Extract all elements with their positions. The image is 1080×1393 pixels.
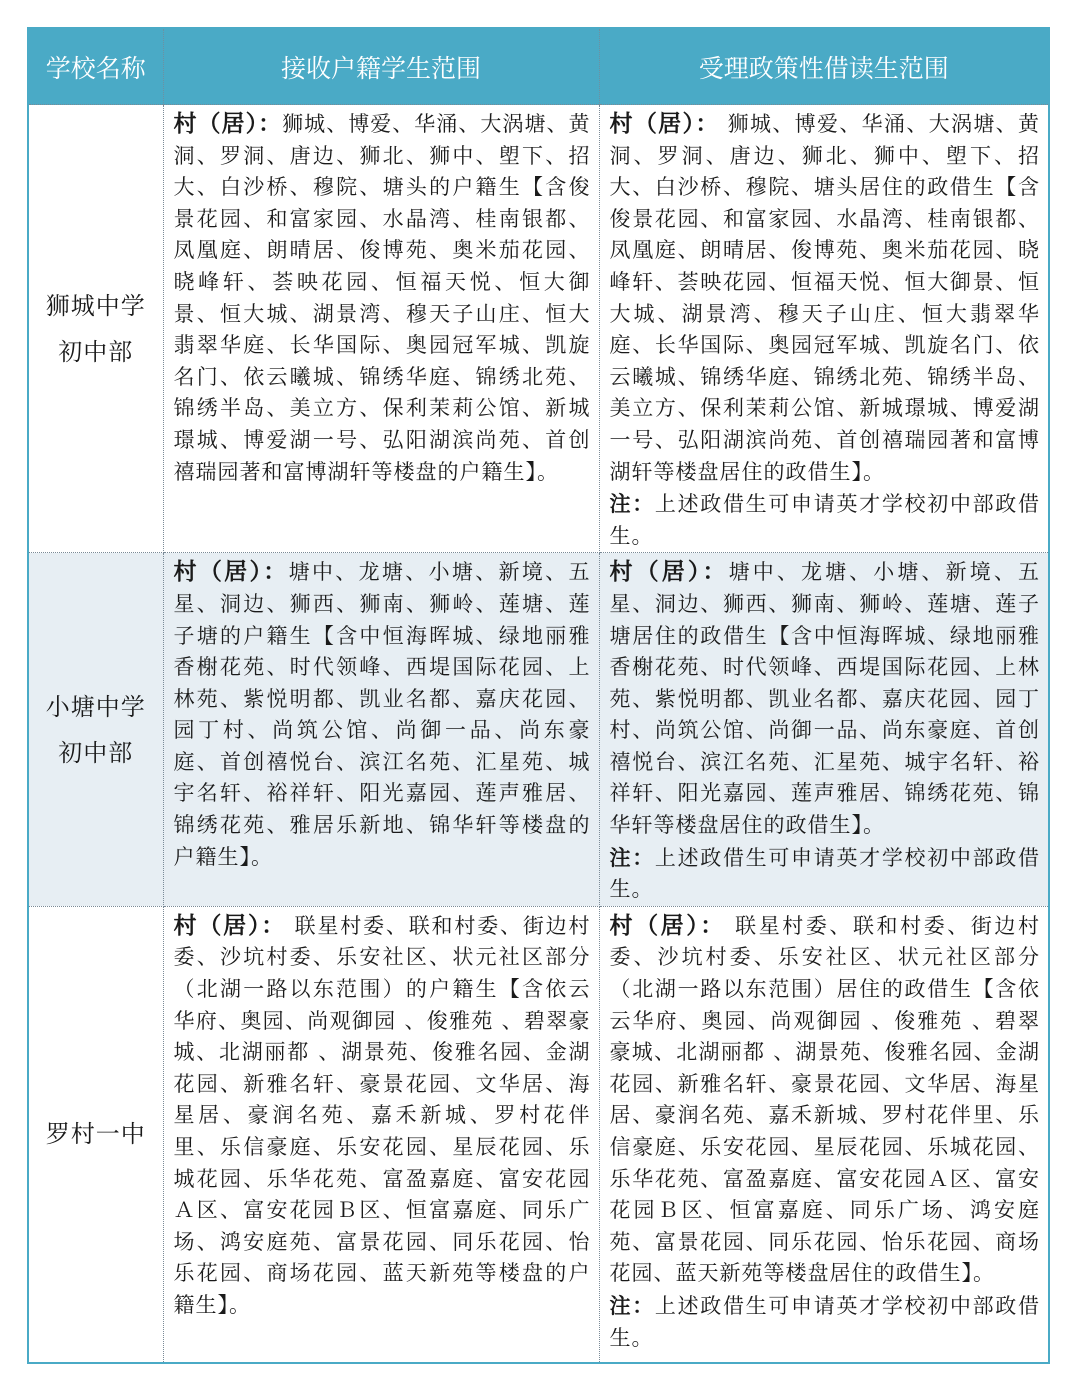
table-row	[28, 105, 1049, 553]
note	[610, 842, 1041, 906]
policy-scope-cell	[599, 906, 1049, 1363]
header-school: 学校名称	[28, 28, 163, 105]
note-label: 注：	[609, 491, 655, 517]
school-enrollment-table	[27, 27, 1050, 1364]
policy-scope-text: 塘中、龙塘、小塘、新境、五星、洞边、狮西、狮南、狮岭、莲塘、莲子塘居住的政借生【含中恒海晖城、绿地丽雅香榭花苑、时代领峰、西堤国际花园、上林苑、紫悦明都、凯业名都、嘉庆花园、园丁村、尚筑公馆、尚御一品、尚东豪庭、首创禧悦台、滨江名苑、汇星苑、城宇名轩、裕祥轩、阳光嘉园、莲声雅居、锦绣花苑、锦华轩等楼盘居住的政借生】。	[609, 560, 1041, 838]
household-scope-cell	[163, 105, 599, 553]
school-name-cell	[28, 105, 163, 553]
note-label: 注：	[609, 844, 655, 870]
school-name-line: 狮城中学	[45, 291, 146, 320]
school-name-cell	[28, 553, 163, 907]
household-scope-cell	[163, 906, 599, 1363]
village-label: 村（居）：	[173, 558, 289, 586]
note	[610, 1290, 1041, 1354]
note-label: 注：	[609, 1292, 655, 1318]
village-label: 村（居）：	[173, 911, 287, 939]
policy-scope-text: 联星村委、联和村委、街边村委、沙坑村委、乐安社区、状元社区部分（北湖一路以东范围）居住的政借生【含依云华府、奥园、尚观御园 、俊雅苑 、碧翠豪城、北湖丽都 、湖景苑、俊雅名园、金湖花园、新雅名轩、豪景花园、文华居、海星居、豪润名苑、嘉禾新城、罗村花伴里、乐信豪庭、乐安花园、星辰花园、乐城花园、乐华花苑、富盈嘉庭、富安花园Ａ区、富安花园Ｂ区、恒富嘉庭、同乐广场、鸿安庭苑、富景花园、同乐花园、怡乐花园、商场花园、蓝天新苑等楼盘居住的政借生】。	[609, 913, 1040, 1286]
header-policy-scope: 受理政策性借读生范围	[599, 28, 1049, 105]
household-scope-text: 塘中、龙塘、小塘、新境、五星、洞边、狮西、狮南、狮岭、莲塘、莲子塘的户籍生【含中恒海晖城、绿地丽雅香榭花苑、时代领峰、西堤国际花园、上林苑、紫悦明都、凯业名都、嘉庆花园、园丁村、尚筑公馆、尚御一品、尚东豪庭、首创禧悦台、滨江名苑、汇星苑、城宇名轩、裕祥轩、阳光嘉园、莲声雅居、锦绣花苑、雅居乐新地、锦华轩等楼盘的户籍生】。	[173, 560, 591, 869]
village-label: 村（居）：	[609, 110, 720, 137]
village-label: 村（居）：	[173, 110, 283, 137]
header-row	[28, 28, 1049, 105]
note-text: 上述政借生可申请英才学校初中部政借生。	[609, 845, 1041, 902]
header-household-scope: 接收户籍学生范围	[163, 28, 599, 105]
village-label: 村（居）：	[609, 911, 726, 939]
policy-scope-text: 狮城、博爱、华涌、大涡塘、黄洞、罗洞、唐边、狮北、狮中、塱下、招大、白沙桥、穆院、塘头居住的政借生【含俊景花园、和富家园、水晶湾、桂南银都、凤凰庭、朗晴居、俊博苑、奥米茄花园、晓峰轩、荟映花园、恒福天悦、恒大御景、恒大城、湖景湾、穆天子山庄、恒大翡翠华庭、长华国际、奥园冠军城、凯旋名门、依云曦城、锦绣华庭、锦绣北苑、锦绣半岛、美立方、保利茉莉公馆、新城璟城、博爱湖一号、弘阳湖滨尚苑、首创禧瑞园著和富博湖轩等楼盘居住的政借生】。	[609, 112, 1040, 484]
policy-scope-cell	[599, 105, 1049, 553]
school-name-line: 初中部	[58, 738, 134, 767]
note-text: 上述政借生可申请英才学校初中部政借生。	[609, 1293, 1041, 1350]
village-label: 村（居）：	[609, 558, 729, 586]
household-scope-text: 联星村委、联和村委、街边村委、沙坑村委、乐安社区、状元社区部分（北湖一路以东范围）的户籍生【含依云华府、奥园、尚观御园 、俊雅苑 、碧翠豪城、北湖丽都 、湖景苑、俊雅名园、金湖花园、新雅名轩、豪景花园、文华居、海星居、豪润名苑、嘉禾新城、罗村花伴里、乐信豪庭、乐安花园、星辰花园、乐城花园、乐华花苑、富盈嘉庭、富安花园Ａ区、富安花园Ｂ区、恒富嘉庭、同乐广场、鸿安庭苑、富景花园、同乐花园、怡乐花园、商场花园、蓝天新苑等楼盘的户籍生】。	[173, 913, 591, 1317]
school-name-line: 小塘中学	[45, 692, 146, 721]
school-name-cell	[28, 906, 163, 1363]
note	[610, 488, 1041, 552]
table-row	[28, 553, 1049, 907]
note-text: 上述政借生可申请英才学校初中部政借生。	[609, 492, 1041, 548]
school-name-line: 初中部	[58, 337, 134, 366]
household-scope-cell	[163, 553, 599, 907]
school-name-line: 罗村一中	[45, 1120, 146, 1149]
table-row	[28, 906, 1049, 1363]
household-scope-text: 狮城、博爱、华涌、大涡塘、黄洞、罗洞、唐边、狮北、狮中、塱下、招大、白沙桥、穆院、塘头的户籍生【含俊景花园、和富家园、水晶湾、桂南银都、凤凰庭、朗晴居、俊博苑、奥米茄花园、晓峰轩、荟映花园、恒福天悦、恒大御景、恒大城、湖景湾、穆天子山庄、恒大翡翠华庭、长华国际、奥园冠军城、凯旋名门、依云曦城、锦绣华庭、锦绣北苑、锦绣半岛、美立方、保利茉莉公馆、新城璟城、博爱湖一号、弘阳湖滨尚苑、首创禧瑞园著和富博湖轩等楼盘的户籍生】。	[173, 112, 591, 484]
policy-scope-cell	[599, 553, 1049, 907]
